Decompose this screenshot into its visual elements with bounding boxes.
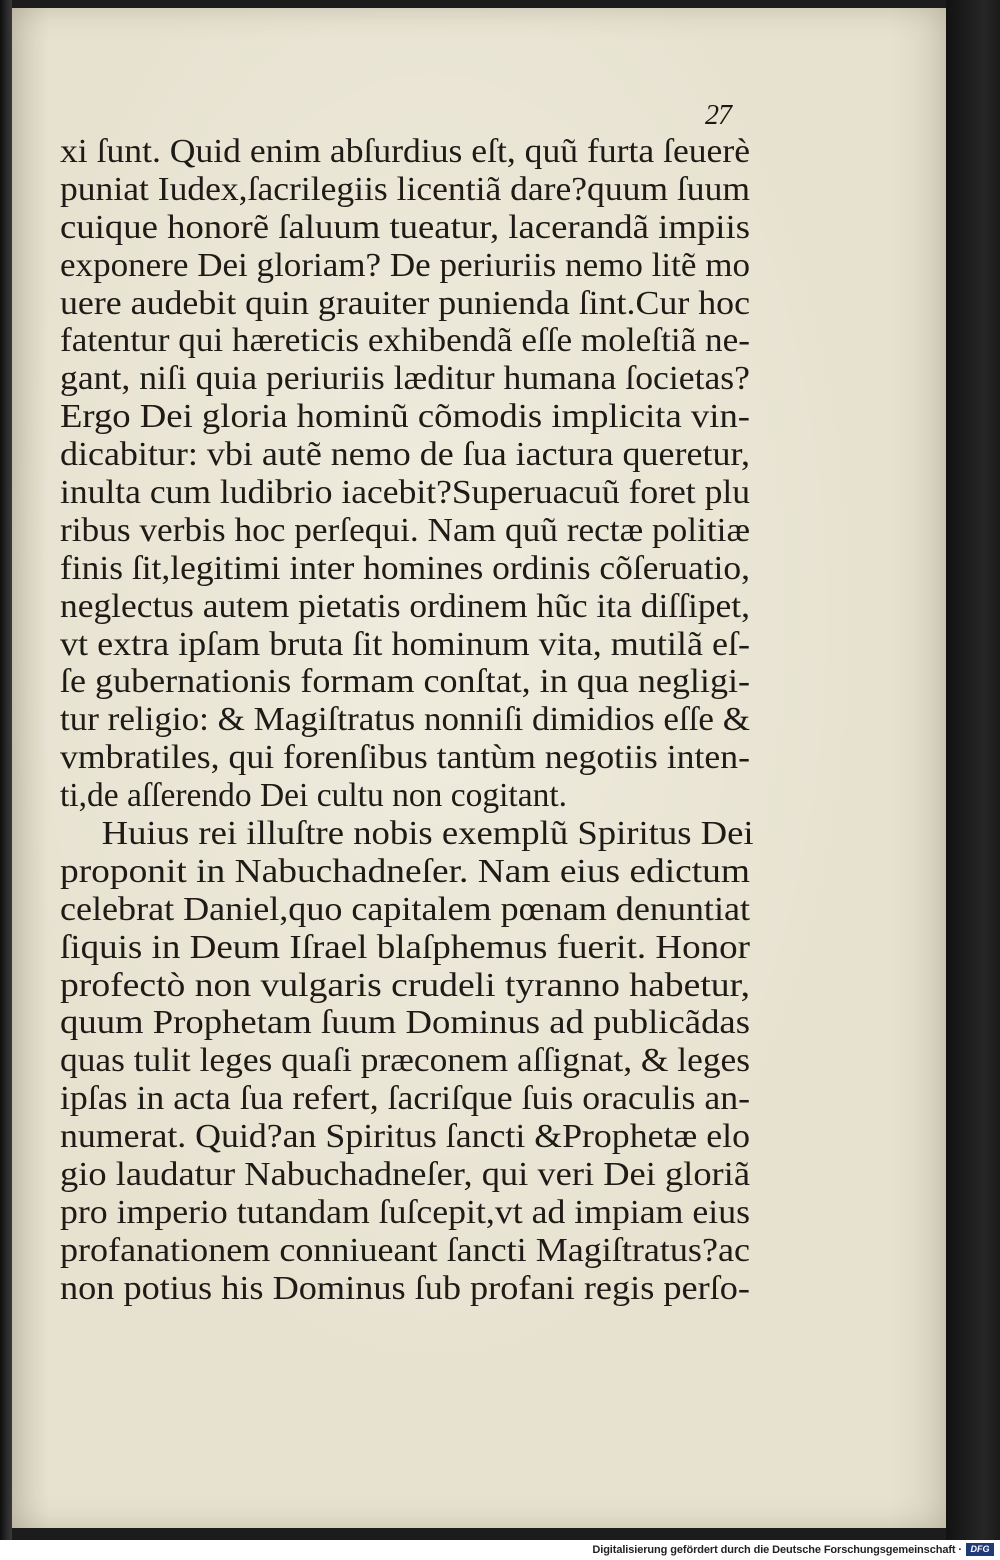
digitization-credit-bar — [0, 1540, 1000, 1560]
text-line: vmbratiles, qui forenſibus tantùm negotiis inten- — [60, 739, 750, 777]
text-line: ſe gubernationis formam conſtat, in qua negligi- — [60, 663, 750, 701]
text-line: ipſas in acta ſua refert, ſacriſque ſuis oraculis an- — [60, 1080, 750, 1118]
page-number: 27 — [705, 100, 731, 131]
text-line: pro imperio tutandam ſuſcepit,vt ad impiam eius — [60, 1193, 751, 1231]
text-line: gant, niſi quia periuriis læditur humana ſocietas? — [60, 360, 750, 398]
text-line: ti,de aſſerendo Dei cultu non cogitant. — [60, 777, 567, 815]
text-line: proponit in Nabuchadneſer. Nam eius edictum — [60, 852, 750, 890]
dfg-logo-icon: DFG — [966, 1543, 994, 1556]
text-line: quum Prophetam ſuum Dominus ad publicãdas — [60, 1004, 751, 1042]
text-line: finis ſit,legitimi inter homines ordinis cõſeruatio, — [60, 549, 751, 587]
text-line: tur religio: & Magiſtratus nonniſi dimidios eſſe & — [60, 701, 750, 739]
text-line: celebrat Daniel,quo capitalem pœnam denuntiat — [60, 890, 750, 928]
text-line: fatentur qui hæreticis exhibendã eſſe moleſtiã ne- — [60, 322, 750, 360]
text-line: ribus verbis hoc perſequi. Nam quũ rectæ politiæ — [60, 511, 750, 549]
text-line: non potius his Dominus ſub profani regis perſo- — [60, 1269, 750, 1307]
text-line: exponere Dei gloriam? De periuriis nemo litẽ mo — [60, 246, 751, 284]
page-edge-left — [0, 0, 12, 1540]
text-line: vt extra ipſam bruta ſit hominum vita, mutilã eſ- — [60, 625, 750, 663]
text-line: numerat. Quid?an Spiritus ſancti &Prophetæ elo — [60, 1118, 750, 1156]
text-line: quas tulit leges quaſi præconem aſſignat, & leges — [60, 1042, 750, 1080]
text-line: Ergo Dei gloria hominũ cõmodis implicita vin- — [60, 398, 750, 436]
text-line: neglectus autem pietatis ordinem hũc ita diſſipet, — [60, 587, 750, 625]
text-line: cuique honorẽ ſaluum tueatur, lacerandã impiis — [60, 208, 750, 246]
text-line: puniat Iudex,ſacrilegiis licentiã dare?quum ſuum — [60, 170, 750, 208]
body-text — [60, 133, 760, 1308]
text-line: profanationem conniueant ſancti Magiſtratus?ac — [60, 1231, 750, 1269]
text-line: ſiquis in Deum Iſrael blaſphemus fuerit. Honor — [60, 928, 750, 966]
page-edge-right — [946, 0, 1000, 1540]
book-page — [12, 8, 946, 1528]
text-line: Huius rei illuſtre nobis exemplũ Spiritus Dei — [101, 815, 754, 853]
text-line: profectò non vulgaris crudeli tyranno habetur, — [60, 966, 750, 1004]
text-line: uere audebit quin grauiter punienda ſint.Cur hoc — [60, 284, 750, 322]
text-line: xi ſunt. Quid enim abſurdius eſt, quũ furta ſeuerè — [60, 133, 750, 170]
digitization-credit-text: Digitalisierung gefördert durch die Deutsche Forschungsgemeinschaft · — [592, 1544, 962, 1556]
text-line: dicabitur: vbi autẽ nemo de ſua iactura queretur, — [60, 436, 750, 474]
text-line: gio laudatur Nabuchadneſer, qui veri Dei gloriã — [60, 1156, 750, 1194]
text-line: inulta cum ludibrio iacebit?Superuacuũ foret plu — [60, 474, 751, 512]
